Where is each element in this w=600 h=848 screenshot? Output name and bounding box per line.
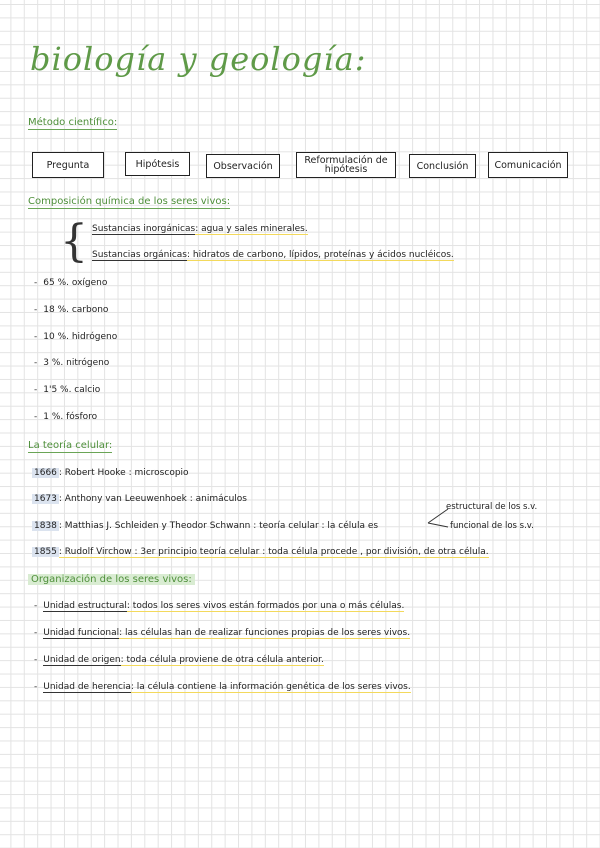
year-badge: 1838: [34, 521, 57, 531]
year-badge: 1673: [34, 494, 57, 504]
element-item: - 1'5 %. calcio: [34, 385, 101, 395]
org-item: - Unidad estructural: todos los seres vivos están formados por una o más células.: [34, 601, 405, 611]
step-pregunta: Pregunta: [32, 152, 104, 178]
teoria-item-1855: 1855 : Rudolf Virchow : 3er principio teoría celular : toda célula procede , por división, de otra célula.: [34, 547, 489, 557]
element-item: - 18 %. carbono: [34, 305, 109, 315]
step-observacion: Observación: [206, 154, 280, 178]
year-badge: 1855: [34, 547, 57, 557]
element-item: - 10 %. hidrógeno: [34, 332, 118, 342]
element-item: - 3 %. nitrógeno: [34, 358, 110, 368]
step-hipotesis: Hipótesis: [125, 152, 190, 176]
teoria-item-1666: 1666 : Robert Hooke : microscopio: [34, 468, 189, 478]
organic-label: Sustancias orgánicas: [92, 250, 188, 260]
organic-text: : hidratos de carbono, lípidos, proteínas y ácidos nucléicos.: [187, 250, 454, 260]
org-item: - Unidad de origen: toda célula proviene de otra célula anterior.: [34, 655, 324, 665]
branch-funcional: funcional de los s.v.: [450, 521, 534, 531]
inorganic-text: : agua y sales minerales.: [195, 224, 308, 234]
element-item: - 1 %. fósforo: [34, 412, 98, 422]
teoria-heading: La teoría celular:: [28, 440, 113, 451]
year-badge: 1666: [34, 468, 57, 478]
step-comunicacion: Comunicación: [488, 152, 568, 178]
organizacion-heading: Organización de los seres vivos:: [28, 574, 195, 585]
step-conclusion: Conclusión: [409, 154, 476, 178]
teoria-item-1838: 1838 : Matthias J. Schleiden y Theodor Schwann : teoría celular : la célula es: [34, 521, 379, 531]
composicion-heading: Composición química de los seres vivos:: [28, 196, 231, 207]
organic-line: [92, 250, 454, 260]
element-item: - 65 %. oxígeno: [34, 278, 108, 288]
inorganic-line: [92, 224, 308, 234]
page-title: biología y geología:: [30, 40, 367, 78]
metodo-heading: Método científico:: [28, 117, 118, 128]
inorganic-label: Sustancias inorgánicas: [92, 224, 196, 234]
teoria-item-1673: 1673 : Anthony van Leeuwenhoek : animáculos: [34, 494, 247, 504]
step-reformulacion: Reformulación de hipótesis: [296, 152, 396, 178]
brace-icon: {: [60, 216, 88, 267]
branch-estructural: estructural de los s.v.: [446, 502, 538, 512]
org-item: - Unidad de herencia: la célula contiene la información genética de los seres vivos.: [34, 682, 411, 692]
org-item: - Unidad funcional: las células han de realizar funciones propias de los seres vivos.: [34, 628, 411, 638]
